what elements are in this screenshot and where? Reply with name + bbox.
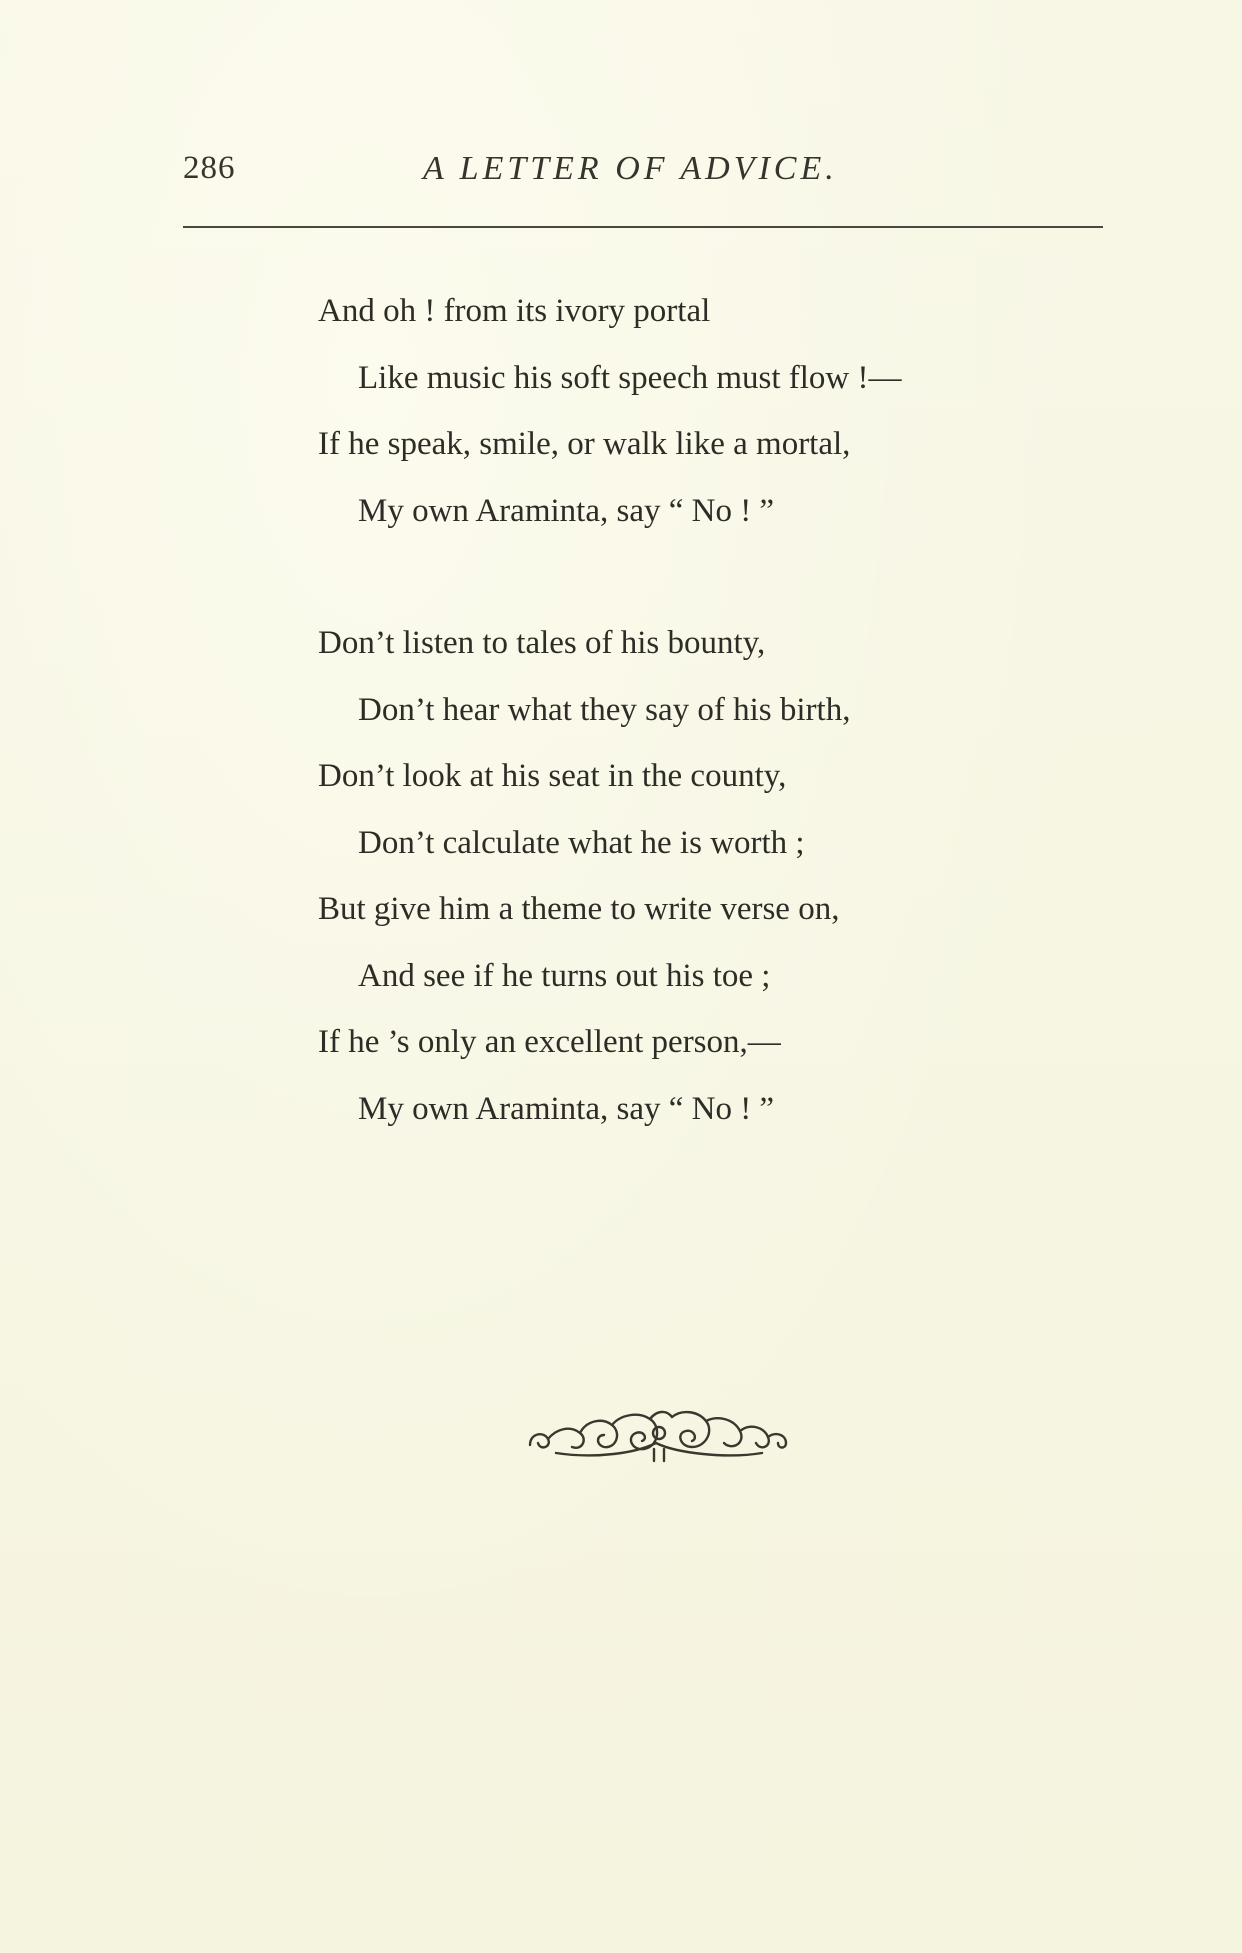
poem-line: If he speak, smile, or walk like a mortal, [318, 426, 851, 462]
page-number: 286 [183, 150, 236, 186]
poem-line: Don’t look at his seat in the county, [318, 758, 787, 794]
stanza [318, 610, 1098, 1142]
poem-line: Don’t listen to tales of his bounty, [318, 625, 766, 661]
poem-line: My own Araminta, say “ No ! ” [358, 492, 775, 529]
running-title: A LETTER OF ADVICE. [423, 150, 838, 187]
page-header [183, 150, 1103, 200]
poem-line: If he ’s only an excellent person,— [318, 1024, 781, 1060]
scroll-ornament-icon [526, 1403, 792, 1463]
stanza [318, 278, 1098, 544]
poem-line: But give him a theme to write verse on, [318, 891, 840, 927]
poem-line: My own Araminta, say “ No ! ” [358, 1090, 775, 1127]
poem-line: And oh ! from its ivory portal [318, 293, 711, 329]
poem-line: Don’t calculate what he is worth ; [358, 824, 805, 861]
poem [318, 278, 1098, 1208]
poem-line: And see if he turns out his toe ; [358, 957, 771, 994]
header-rule [183, 226, 1103, 228]
poem-line: Like music his soft speech must flow !— [358, 359, 902, 396]
poem-line: Don’t hear what they say of his birth, [358, 691, 851, 728]
